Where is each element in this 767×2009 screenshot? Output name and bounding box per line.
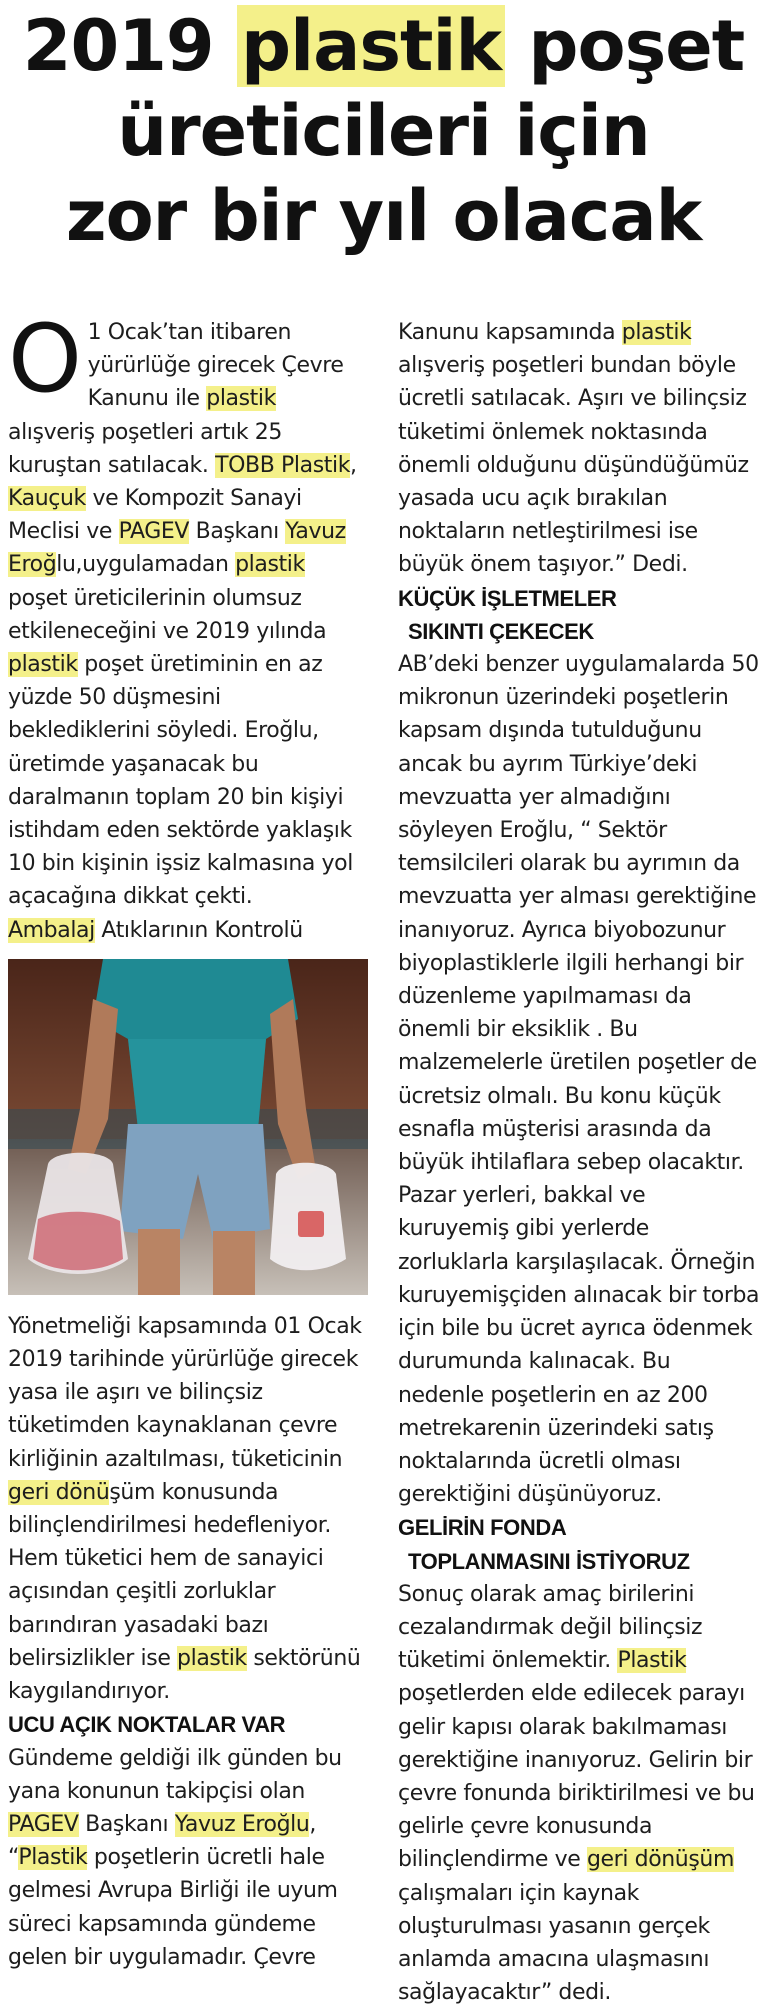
text-run: ve Kompozit Sanayi Meclisi ve (8, 486, 302, 545)
text-run: çalışmaları için kaynak oluşturulması yasanın gerçek anlamda amacına ulaşmasını sağlayacaktır” dedi. (398, 1880, 710, 2006)
paragraph (8, 305, 368, 914)
headline-text: poşet (505, 5, 745, 87)
highlighted-term: plastik (8, 652, 78, 678)
highlighted-term: Yavuz Eroğlu (174, 1811, 310, 1837)
paragraph (8, 1742, 368, 1974)
highlighted-term: TOBB Plastik (215, 452, 351, 478)
highlighted-term: PAGEV (8, 1811, 79, 1837)
highlighted-term: Ambalaj (8, 917, 95, 943)
text-run: poşet üretiminin en az yüzde 50 düşmesini beklediklerini söyledi. Eroğlu, üretimde yaşanacak bu daralmanın toplam 20 bin kişiyi istihdam eden sektörde yaklaşık 10 bin kişinin işsiz kalmasına yol açacağına dikkat çekti. (8, 652, 353, 910)
text-run: poşet üreticilerinin olumsuz etkileneceğini ve 2019 yılında (8, 585, 327, 644)
person-carrying-bags-photo (8, 959, 368, 1295)
headline-text: 2019 (22, 5, 237, 87)
text-run: Başkanı (189, 519, 286, 545)
highlighted-term: Plastik (617, 1648, 687, 1674)
text-run: Gündeme geldiği ilk günden bu yana konunun takipçisi olan (8, 1745, 342, 1804)
headline-highlight: plastik (237, 5, 505, 87)
text-run: alışveriş poşetleri artık 25 kuruştan satılacak. (8, 419, 282, 478)
text-run: , “ (8, 1811, 316, 1871)
article-photo (8, 959, 368, 1295)
subheading (398, 1511, 760, 1577)
paragraph-text (8, 1746, 342, 1970)
paragraph (8, 914, 368, 947)
text-run: , (350, 452, 357, 478)
headline-line-3: zor bir yıl olacak (65, 175, 702, 257)
paragraph-text (8, 1314, 362, 1704)
paragraph-text (398, 652, 759, 1507)
subheading (398, 582, 760, 648)
paragraph-text (398, 1582, 755, 2005)
text-run: poşetlerden elde edilecek parayı gelir kapısı olarak bakılmaması gerektiğine inanıyoruz. Gelirin bir çevre fonunda biriktirilmesi ve bu gelirle çevre konusunda bilinçlendirme ve (398, 1681, 755, 1873)
text-run: poşetlerin ücretli hale gelmesi Avrupa Birliği ile uyum süreci kapsamında gündeme gelen bir uygulamadır. Çevre (8, 1845, 338, 1970)
text-run: Sonuç olarak amaç birilerini cezalandırmak değil bilinçsiz tüketimi önlemektir. (398, 1581, 703, 1674)
text-run: şüm konusunda bilinçlendirilmesi hedefleniyor. Hem tüketici hem de sanayici açısından çeşitli zorluklar barındıran yasadaki bazı belirsizlikler ise (8, 1479, 331, 1671)
highlighted-term: plastik (177, 1645, 247, 1671)
subheading-line: SIKINTI ÇEKECEK (408, 618, 594, 644)
subheading-line: KÜÇÜK İŞLETMELER (398, 585, 617, 611)
paragraph-text (398, 320, 749, 577)
text-run: Atıklarının Kontrolü (94, 917, 303, 943)
text-run: lu,uygulamadan (56, 552, 236, 578)
paragraph-text (8, 918, 303, 943)
text-run: alışveriş poşetleri bundan böyle ücretli satılacak. Aşırı ve bilinçsiz tüketimi önlemek noktasında önemli olduğunu düşündüğümüz yasada ucu açık bırakılan noktaların netleştirilmesi ise büyük önem taşıyor.” Dedi. (398, 353, 749, 578)
headline-line-2: üreticileri için (117, 90, 650, 172)
subheading-line: TOPLANMASINI İSTİYORUZ (408, 1548, 690, 1574)
headline-line-1 (0, 4, 767, 89)
drop-cap: O (8, 305, 82, 414)
highlighted-term: geri dönüşüm (586, 1847, 734, 1873)
paragraph (398, 648, 760, 1511)
highlighted-term: Yavuz Eroğ (8, 519, 346, 578)
text-run: sektörünü kaygılandırıyor. (8, 1645, 361, 1705)
paragraph (398, 1578, 760, 2009)
paragraph (398, 316, 760, 582)
highlighted-term: PAGEV (118, 519, 190, 545)
text-run: Kanunu kapsamında (398, 320, 622, 345)
subheading: UCU AÇIK NOKTALAR VAR (8, 1712, 286, 1738)
text-run: Başkanı (78, 1811, 175, 1837)
headline (0, 4, 767, 259)
highlighted-term: geri dönü (8, 1479, 110, 1505)
text-run: 1 Ocak’tan itibaren yürürlüğe girecek Çevre Kanunu ile (87, 320, 344, 412)
highlighted-term: Kauçuk (8, 486, 86, 512)
highlighted-term: plastik (235, 552, 305, 578)
highlighted-term: plastik (206, 386, 276, 412)
text-run: Yönetmeliği kapsamında 01 Ocak 2019 tarihinde yürürlüğe girecek yasa ile aşırı ve bilinçsiz tüketimden kaynaklanan çevre kirliğinin azaltılması, tüketicinin (8, 1313, 362, 1472)
column-left (8, 305, 368, 1974)
text-run: AB’deki benzer uygulamalarda 50 mikronun üzerindeki poşetlerin kapsam dışında tutulduğunu ancak bu ayrım Türkiye’deki mevzuatta yer almadığını söyleyen Eroğlu, “ Sektör temsilcileri olarak bu ayrımın da mevzuatta yer alması gerektiğine inanıyoruz. Ayrıca biyobozunur biyoplastiklerle ilgili herhangi bir düzenleme yapılmaması da önemli bir eksiklik . Bu malzemelerle üretilen poşetler de ücretsiz olmalı. Bu konu küçük esnafla müşterisi arasında da büyük ihtilaflara sebep olacaktır. Pazar yerleri, bakkal ve kuruyemiş gibi yerlerde zorluklarla karşılaşılacak. Örneğin kuruyemişçiden alınacak bir torba için bile bu ücret ayrıca ödenmek durumunda kalınacak. Bu nedenle poşetlerin en az 200 metrekarenin üzerindeki satış noktalarında ücretli olması gerektiğini düşünüyoruz. (398, 652, 760, 1508)
highlighted-term: Plastik (18, 1845, 88, 1871)
subheading-line: GELİRİN FONDA (398, 1515, 567, 1541)
column-right (398, 316, 760, 2009)
highlighted-term: plastik (621, 320, 692, 345)
paragraph (8, 1310, 368, 1708)
